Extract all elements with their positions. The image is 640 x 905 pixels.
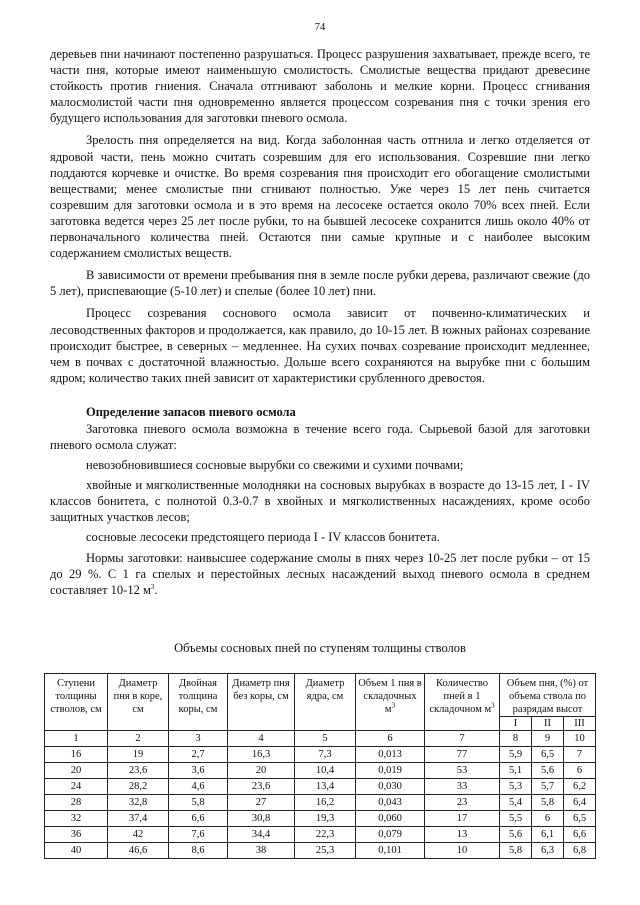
table-cell: 10 [425,843,500,859]
table-row [45,779,596,795]
column-number: 2 [108,731,169,747]
table-cell: 33 [425,779,500,795]
table-cell: 6,4 [564,795,596,811]
header-height-class-3: III [564,717,596,731]
header-double-bark-thickness: Двойная толщина коры, см [169,674,228,731]
table-caption: Объемы сосновых пней по ступеням толщины стволов [174,641,466,655]
table-cell: 23 [425,795,500,811]
table-cell: 30,8 [228,811,295,827]
table-cell: 40 [45,843,108,859]
table-cell: 46,6 [108,843,169,859]
table-cell: 20 [228,763,295,779]
table-cell: 0,043 [356,795,425,811]
column-number: 1 [45,731,108,747]
table-cell: 0,030 [356,779,425,795]
table-cell: 5,8 [169,795,228,811]
table-cell: 0,019 [356,763,425,779]
table-cell: 6 [564,763,596,779]
table-cell: 27 [228,795,295,811]
table-cell: 5,3 [500,779,532,795]
table-cell: 16,3 [228,747,295,763]
stump-volume-table [44,673,596,859]
header-core-diameter: Диаметр ядра, см [295,674,356,731]
table-cell: 4,6 [169,779,228,795]
column-number: 8 [500,731,532,747]
table-cell: 17 [425,811,500,827]
header-trunk-thickness: Ступени толщины стволов, см [45,674,108,731]
table-cell: 7,6 [169,827,228,843]
table-cell: 5,1 [500,763,532,779]
header-height-class-1: I [500,717,532,731]
page-number: 74 [314,22,326,33]
table-cell: 6,5 [532,747,564,763]
table-cell: 6,3 [532,843,564,859]
table-row [45,827,596,843]
section-intro: Заготовка пневого осмола возможна в течение всего года. Сырьевой базой для заготовки пневого осмола служат: [50,421,590,452]
table-row [45,811,596,827]
table-cell: 36 [45,827,108,843]
column-number: 4 [228,731,295,747]
table-cell: 8,6 [169,843,228,859]
table-cell: 0,013 [356,747,425,763]
header-volume-percent: Объем пня, (%) от объема ствола по разрядам высот [500,674,596,717]
section-heading: Определение запасов пневого осмола [86,404,296,419]
table-cell: 2,7 [169,747,228,763]
table-cell: 6,6 [564,827,596,843]
table-cell: 24 [45,779,108,795]
body-text [50,46,590,604]
table-cell: 0,060 [356,811,425,827]
column-number-row [45,731,596,747]
table-cell: 0,079 [356,827,425,843]
table-cell: 5,5 [500,811,532,827]
table-cell: 25,3 [295,843,356,859]
column-number: 5 [295,731,356,747]
column-number: 7 [425,731,500,747]
table-body [45,731,596,859]
column-number: 3 [169,731,228,747]
table-cell: 6,5 [564,811,596,827]
table-cell: 6 [532,811,564,827]
table-row [45,843,596,859]
table-cell: 6,1 [532,827,564,843]
header-stump-diameter-no-bark: Диаметр пня без коры, см [228,674,295,731]
table-cell: 19 [108,747,169,763]
table-cell: 53 [425,763,500,779]
table-cell: 5,8 [500,843,532,859]
column-number: 6 [356,731,425,747]
paragraph: Процесс созревания соснового осмола зависит от почвенно-климатических и лесоводственных факторов и продолжается, как правило, до 10-15 лет. В южных районах созревание происходит быстрее, в северных – медленнее. На сухих почвах созревание происходит медленнее, чем в почвах с достаточной влажностью. Дольше всего сохраняются на вырубке пни с большим ядром; количество таких пней зависит от характеристики срубленного древостоя. [50,306,590,385]
table-cell: 7 [564,747,596,763]
header-stump-count: Количество пней в 1 складочном $м^3$ [425,674,500,731]
table-cell: 5,9 [500,747,532,763]
table-cell: 19,3 [295,811,356,827]
column-number: 9 [532,731,564,747]
table-cell: 5,8 [532,795,564,811]
table-cell: 3,6 [169,763,228,779]
table-cell: 5,7 [532,779,564,795]
norms-paragraph [50,550,590,598]
table-cell: 5,4 [500,795,532,811]
table-cell: 34,4 [228,827,295,843]
header-height-class-2: II [532,717,564,731]
table-cell: 7,3 [295,747,356,763]
table-cell: 23,6 [108,763,169,779]
table-cell: 77 [425,747,500,763]
table-cell: 28,2 [108,779,169,795]
paragraph: Зрелость пня определяется на вид. Когда заболонная часть отгнила и легко отделяется от ядровой части, пень можно считать созревшим для его использования. Созревшие пни легко поддаются корчевке и очистке. Во время созревания пня происходит его обогащение смолистыми веществами; менее смолистые пни сгнивают полностью. Уже через 15 лет пень считается созревшим для заготовки осмола и в это время на лесосеке остается около 70% всех пней. Если заготовка ведется через 25 лет после рубки, то на бывшей лесосеке сохранится лишь около 40% от первоначального количества пней. Остаются пни самые крупные и с наиболее высоким содержанием смолистых веществ. [50,133,590,261]
table-cell: 16,2 [295,795,356,811]
table-row [45,747,596,763]
paragraph: В зависимости от времени пребывания пня в земле после рубки дерева, различают свежие (до 5 лет), приспевающие (5-10 лет) и спелые (более 10 лет) пни. [50,268,590,299]
table-cell: 23,6 [228,779,295,795]
norms-end: . [154,582,158,597]
table-cell: 10,4 [295,763,356,779]
table-cell: 5,6 [532,763,564,779]
table-cell: 32,8 [108,795,169,811]
table-cell: 13 [425,827,500,843]
list-item: невозобновившиеся сосновые вырубки со свежими и сухими почвами; [86,458,464,473]
table-cell: 16 [45,747,108,763]
table-row [45,795,596,811]
column-number: 10 [564,731,596,747]
list-item: сосновые лесосеки предстоящего периода I - IV классов бонитета. [86,530,440,545]
table-cell: 13,4 [295,779,356,795]
table-cell: 28 [45,795,108,811]
header-stump-volume: Объем 1 пня в складочных $м^3$ [356,674,425,731]
table-cell: 6,8 [564,843,596,859]
table-cell: 38 [228,843,295,859]
table-cell: 20 [45,763,108,779]
table-cell: 22,3 [295,827,356,843]
table-cell: 0,101 [356,843,425,859]
table-header-row [45,674,596,717]
table-cell: 32 [45,811,108,827]
table-cell: 42 [108,827,169,843]
table-cell: 5,6 [500,827,532,843]
table-cell: 37,4 [108,811,169,827]
table-cell: 6,2 [564,779,596,795]
unit-superscript: 3 [150,582,155,591]
header-stump-diameter-bark: Диаметр пня в коре, см [108,674,169,731]
table-row [45,763,596,779]
norms-text: Нормы заготовки: наивысшее содержание смолы в пнях через 10-25 лет после рубки – от 15 до 29 %. С 1 га спелых и перестойных лесных насаждений выход пневого осмола в среднем составляет 10-12 м [50,550,590,597]
table-cell: 6,6 [169,811,228,827]
paragraph: деревьев пни начинают постепенно разрушаться. Процесс разрушения захватывает, прежде всего, те части пня, которые имеют наименьшую смолистость. Смолистые вещества придают древесине стойкость против гниения. Сначала отгнивают заболонь и мелкие корни. Процесс сгнивания малосмолистой части пня одновременно является процессом созревания пня с точки зрения его будущего использования для заготовки пневого осмола. [50,47,590,126]
list-item: хвойные и мягколиственные молодняки на сосновых вырубках в возрасте до 13-15 лет, I - IV классов бонитета, с полнотой 0.3-0.7 в хвойных и мягколиственных насаждениях, кроме особо защитных участков лесов; [50,478,590,525]
